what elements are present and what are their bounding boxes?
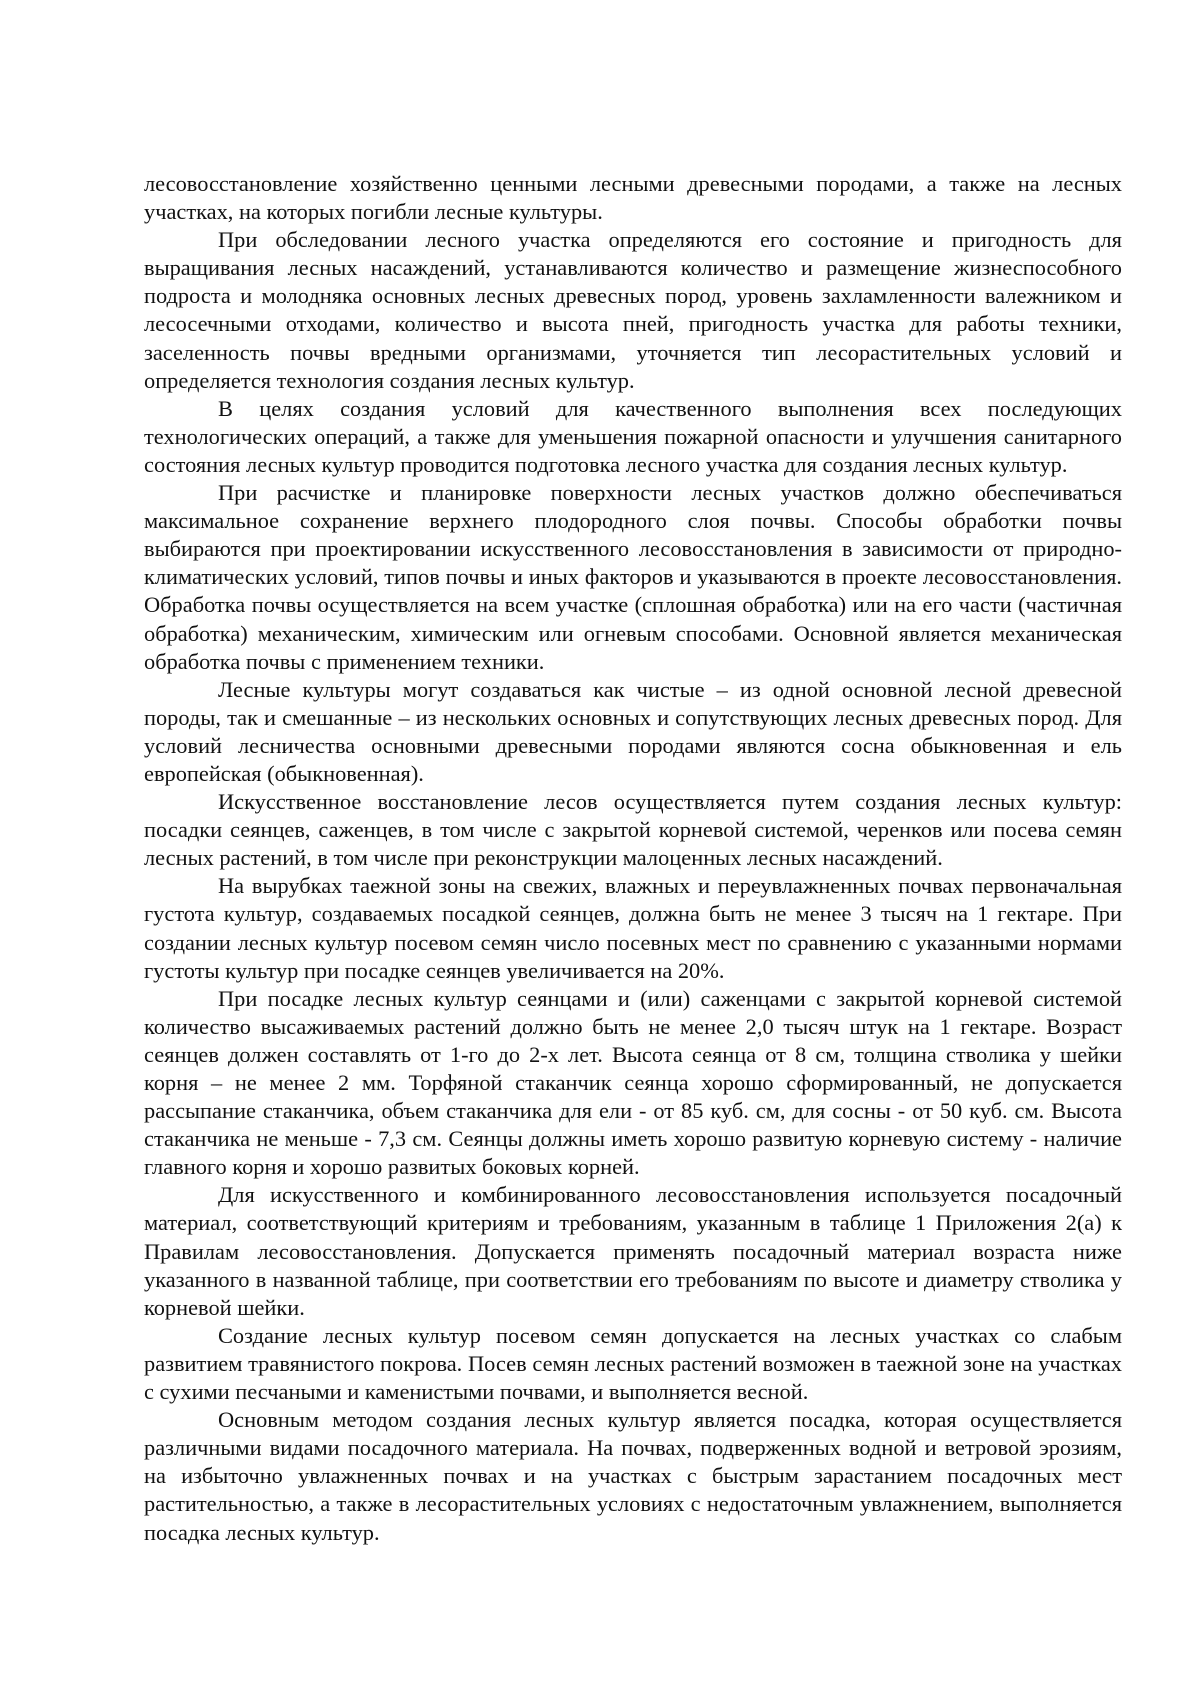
paragraph-1: лесовосстановление хозяйственно ценными лесными древесными породами, а также на лесных участках, на которых погибли лесные культуры. <box>144 171 1122 225</box>
document-body <box>144 170 1122 1547</box>
paragraph-4: При расчистке и планировке поверхности лесных участков должно обеспечиваться максимальное сохранение верхнего плодородного слоя почвы. Способы обработки почвы выбираются при проектировании искусственного лесовосстановления в зависимости от природно-климатических условий, типов почвы и иных факторов и указываются в проекте лесовосстановления. Обработка почвы осуществляется на всем участке (сплошная обработка) или на его части (частичная обработка) механическим, химическим или огневым способами. Основной является механическая обработка почвы с применением техники. <box>144 480 1122 674</box>
paragraph-5: Лесные культуры могут создаваться как чистые – из одной основной лесной древесной породы, так и смешанные – из нескольких основных и сопутствующих лесных древесных пород. Для условий лесничества основными древесными породами являются сосна обыкновенная и ель европейская (обыкновенная). <box>144 676 1122 786</box>
paragraph-8: При посадке лесных культур сеянцами и (или) саженцами с закрытой корневой системой количество высаживаемых растений должно быть не менее 2,0 тысяч штук на 1 гектаре. Возраст сеянцев должен составлять от 1-го до 2-х лет. Высота сеянца от 8 см, толщина стволика у шейки корня – не менее 2 мм. Торфяной стаканчик сеянца хорошо сформированный, не допускается рассыпание стаканчика, объем стаканчика для ели - от 85 куб. см, для сосны - от 50 куб. см. Высота стаканчика не меньше - 7,3 см. Сеянцы должны иметь хорошо развитую корневую систему - наличие главного корня и хорошо развитых боковых корней. <box>144 985 1122 1180</box>
paragraph-6: Искусственное восстановление лесов осуществляется путем создания лесных культур: посадки сеянцев, саженцев, в том числе с закрытой корневой системой, черенков или посева семян лесных растений, в том числе при реконструкции малоценных лесных насаждений. <box>144 789 1122 871</box>
paragraph-7: На вырубках таежной зоны на свежих, влажных и переувлажненных почвах первоначальная густота культур, создаваемых посадкой сеянцев, должна быть не менее 3 тысяч на 1 гектаре. При создании лесных культур посевом семян число посевных мест по сравнению с указанными нормами густоты культур при посадке сеянцев увеличивается на 20%. <box>144 873 1122 983</box>
paragraph-10: Создание лесных культур посевом семян допускается на лесных участках со слабым развитием травянистого покрова. Посев семян лесных растений возможен в таежной зоне на участках с сухими песчаными и каменистыми почвами, и выполняется весной. <box>144 1322 1122 1405</box>
paragraph-3: В целях создания условий для качественного выполнения всех последующих технологических операций, а также для уменьшения пожарной опасности и улучшения санитарного состояния лесных культур проводится подготовка лесного участка для создания лесных культур. <box>144 395 1122 477</box>
paragraph-2: При обследовании лесного участка определяются его состояние и пригодность для выращивания лесных насаждений, устанавливаются количество и размещение жизнеспособного подроста и молодняка основных лесных древесных пород, уровень захламленности валежником и лесосечными отходами, количество и высота пней, пригодность участка для работы техники, заселенность почвы вредными организмами, уточняется тип лесорастительных условий и определяется технология создания лесных культур. <box>144 227 1122 393</box>
paragraph-11: Основным методом создания лесных культур является посадка, которая осуществляется различными видами посадочного материала. На почвах, подверженных водной и ветровой эрозиям, на избыточно увлажненных почвах и на участках с быстрым зарастанием посадочных мест растительностью, а также в лесорастительных условиях с недостаточным увлажнением, выполняется посадка лесных культур. <box>144 1407 1122 1545</box>
paragraph-9: Для искусственного и комбинированного лесовосстановления используется посадочный материал, соответствующий критериям и требованиям, указанным в таблице 1 Приложения 2(а) к Правилам лесовосстановления. Допускается применять посадочный материал возраста ниже указанного в названной таблице, при соответствии его требованиям по высоте и диаметру стволика у корневой шейки. <box>144 1182 1122 1320</box>
